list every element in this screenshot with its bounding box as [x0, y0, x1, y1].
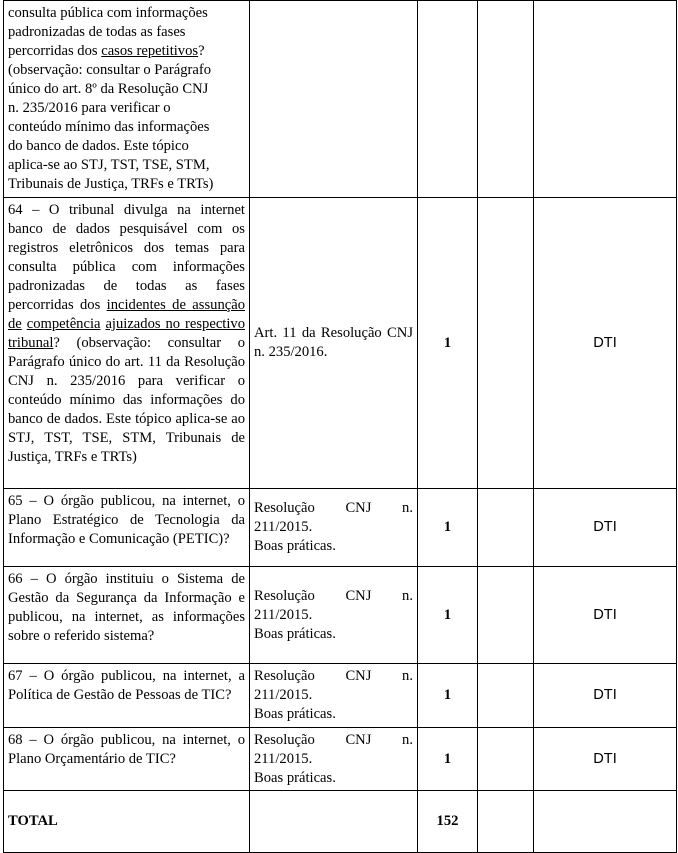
underlined-term: ajuizados no respectivo tribunal	[8, 316, 245, 351]
reference-line: Boas práticas.	[254, 538, 336, 554]
reference-line: Resolução CNJ n. 211/2015.	[254, 500, 413, 535]
responsible-cell	[534, 1, 677, 198]
reference-cell	[250, 728, 418, 791]
score-cell: 1	[418, 728, 478, 791]
reference-line: Boas práticas.	[254, 625, 336, 642]
underlined-term: incidentes de assunção	[106, 297, 245, 313]
empty-cell	[478, 198, 534, 489]
reference-cell	[250, 664, 418, 728]
table-row-67	[4, 664, 677, 728]
question-cell	[4, 1, 250, 198]
total-value: 152	[418, 791, 478, 853]
table-row-64	[4, 198, 677, 489]
question-cell: 65 – O órgão publicou, na internet, o Plano Estratégico de Tecnologia da Informação e Comunicação (PETIC)?	[4, 489, 250, 567]
score-cell	[418, 1, 478, 198]
question-cell: 67 – O órgão publicou, na internet, a Política de Gestão de Pessoas de TIC?	[4, 664, 250, 728]
responsible-cell: DTI	[534, 567, 677, 664]
checklist-table	[3, 0, 677, 853]
empty-cell	[478, 489, 534, 567]
empty-cell	[478, 728, 534, 791]
question-cell: 64 – O tribunal divulga na internet banco de dados pesquisável com os registros eletrônicos dos temas para consulta pública com informações padronizadas de todas as fases percorridas dos incidentes de assunção de competência ajuizados no respectivo tribunal? (observação: consultar o Parágrafo único do art. 11 da Resolução CNJ n. 235/2016 para verificar o conteúdo mínimo das informações do banco de dados. Este tópico aplica-se ao STJ, TST, TSE, STM, Tribunais de Justiça, TRFs e TRTs)	[4, 198, 250, 489]
question-text: consulta pública com informações padronizadas de todas as fases percorridas dos casos repetitivos? (observação: consultar o Parágrafo único do art. 8º da Resolução CNJ n. 235/2016 para verificar o conteúdo mínimo das informações do banco de dados. Este tópico aplica-se ao STJ, TST, TSE, STM, Tribunais de Justiça, TRFs e TRTs)	[8, 5, 214, 192]
score-cell: 1	[418, 198, 478, 489]
table-row-66	[4, 567, 677, 664]
responsible-cell: DTI	[534, 664, 677, 728]
responsible-cell: DTI	[534, 728, 677, 791]
empty-cell	[478, 791, 534, 853]
reference-cell	[250, 489, 418, 567]
reference-cell	[250, 567, 418, 664]
reference-line: Boas práticas.	[254, 706, 336, 722]
reference-line: Resolução CNJ n. 211/2015.	[254, 587, 413, 623]
reference-cell: Art. 11 da Resolução CNJ n. 235/2016.	[250, 198, 418, 489]
reference-line: Boas práticas.	[254, 769, 336, 786]
responsible-cell: DTI	[534, 489, 677, 567]
score-cell: 1	[418, 489, 478, 567]
underlined-term: competência	[26, 316, 101, 332]
total-label: TOTAL	[4, 791, 250, 853]
table-row-68	[4, 728, 677, 791]
table-row-63-continuation	[4, 1, 677, 198]
score-cell: 1	[418, 567, 478, 664]
score-cell: 1	[418, 664, 478, 728]
reference-line: Resolução CNJ n. 211/2015.	[254, 668, 413, 703]
question-cell: 68 – O órgão publicou, na internet, o Plano Orçamentário de TIC?	[4, 728, 250, 791]
reference-cell	[250, 1, 418, 198]
responsible-cell: DTI	[534, 198, 677, 489]
empty-cell	[534, 791, 677, 853]
empty-cell	[478, 567, 534, 664]
reference-line: Resolução CNJ n. 211/2015.	[254, 731, 413, 767]
empty-cell	[250, 791, 418, 853]
question-cell: 66 – O órgão instituiu o Sistema de Gestão da Segurança da Informação e publicou, na internet, as informações sobre o referido sistema?	[4, 567, 250, 664]
table-row-65	[4, 489, 677, 567]
underlined-term: de	[8, 316, 22, 332]
table-row-total	[4, 791, 677, 853]
document-page	[3, 0, 677, 853]
underlined-term: casos repetitivos	[101, 43, 199, 59]
empty-cell	[478, 664, 534, 728]
empty-cell	[478, 1, 534, 198]
